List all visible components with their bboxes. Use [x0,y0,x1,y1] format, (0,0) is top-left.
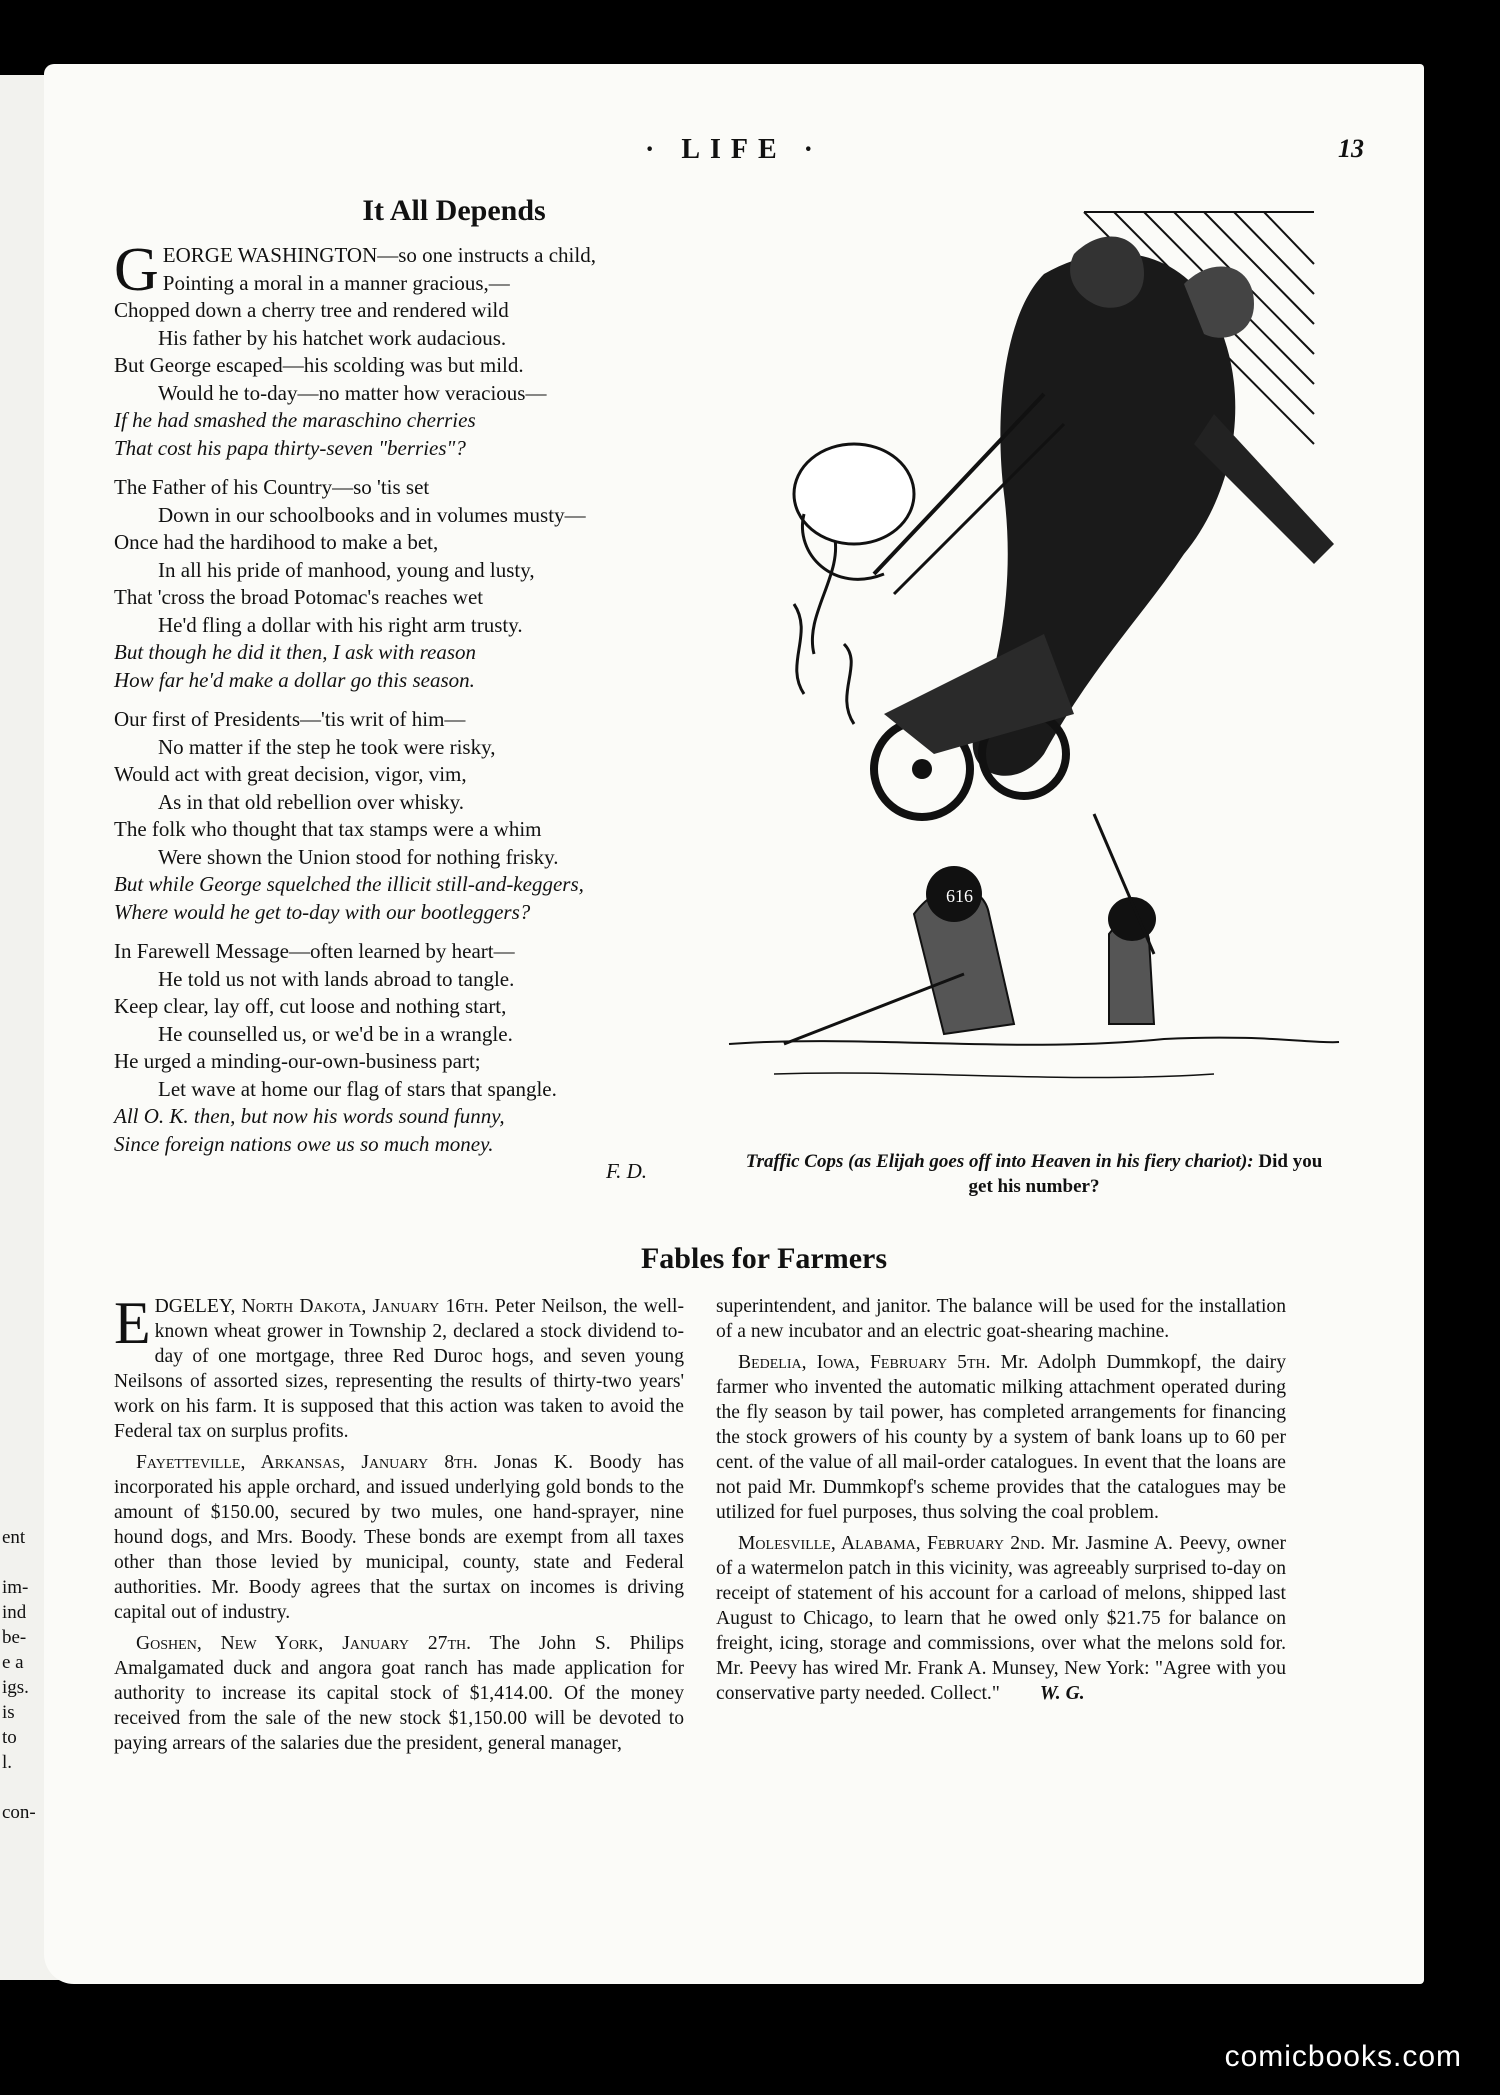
fable-paragraph: Goshen, New York, January 27th. The John S. Philips Amalgamated duck and angora goat ranch has made application for authority to increase its capital stock of $1,414.00. Of the money received from the sale of the new stock $1,150.00 will be devoted to paying arrears of the salaries due the president, general manager, [114,1633,684,1754]
left-page-fragment: im- [2,1577,29,1598]
poem-stanza [114,706,734,926]
left-page-fragment: l. [2,1752,13,1773]
poem-line: But while George squelched the illicit still-and-keggers, [114,872,584,896]
poem-drop-cap: G [114,236,159,304]
poem-line: As in that old rebellion over whisky. [158,789,465,814]
cartoon-illustration [714,194,1344,1204]
left-page-fragment: be- [2,1627,27,1648]
poem-line: Keep clear, lay off, cut loose and nothing start, [114,994,507,1018]
watermark: comicbooks.com [1224,2040,1462,2073]
poem-line: But though he did it then, I ask with reason [114,640,477,664]
fable-dateline: Molesville, Alabama, February 2nd. [738,1533,1046,1554]
left-page-fragment: ind [2,1602,27,1623]
fable-paragraph: superintendent, and janitor. The balance will be used for the installation of a new incubator and an electric goat-shearing machine. [716,1296,1286,1342]
poem-line: If he had smashed the maraschino cherries [114,408,476,432]
poem-line: The Father of his Country—so 'tis set [114,475,430,499]
poem-line: No matter if the step he took were risky, [158,734,496,759]
caption-plain: Did you get his number? [968,1151,1323,1197]
page-number: 13 [1338,134,1364,163]
left-page-fragment: e a [2,1652,24,1673]
poem-line: Where would he get to-day with our bootleggers? [114,899,531,924]
poem-line: How far he'd make a dollar go this season. [114,667,475,692]
fable-dateline: Goshen, New York, January 27th. [136,1633,472,1654]
running-head: · LIFE · [644,134,824,165]
poem-stanzas [114,236,734,1158]
fable-paragraph: Fayetteville, Arkansas, January 8th. Jonas K. Boody has incorporated his apple orchard, and issued underlying gold bonds to the amount of $150.00, secured by two mules, one hand-sprayer, nine hound dogs, and Mrs. Boody. These bonds are exempt from all taxes other than those levied by municipal, county, state and Federal authorities. Mr. Boody agrees that the surtax on incomes is driving capital out of industry. [114,1452,684,1623]
left-page-fragment: is [2,1702,15,1723]
poem-title: It All Depends [362,194,546,227]
fables-title: Fables for Farmers [640,1242,888,1275]
poem-line: He told us not with lands abroad to tangle. [158,966,515,991]
magazine-page [44,64,1424,1984]
poem-signature: F. D. [606,1159,648,1183]
fable-dateline: DGELEY, North Dakota, January 16th. [154,1296,489,1317]
fables-right-column [716,1294,1286,1712]
poem-line: Once had the hardihood to make a bet, [114,530,439,554]
poem-line: GEORGE WASHINGTON—so one instructs a child, [114,236,596,304]
fable-dateline: Bedelia, Iowa, February 5th. [738,1352,991,1373]
fables-signature: W. G. [1039,1683,1085,1704]
poem-line: His father by his hatchet work audacious. [158,325,507,350]
poem-line: All O. K. then, but now his words sound funny, [114,1104,505,1128]
fable-paragraph: Molesville, Alabama, February 2nd. Mr. Jasmine A. Peevy, owner of a watermelon patch in this vicinity, was agreeably surprised to-day on receipt of statement of his account for a carload of melons, shipped last August to Chicago, to learn that he owed only $21.75 for balance on freight, icing, storage and commissions, over what the melons sold for. Mr. Peevy has wired Mr. Frank A. Munsey, New York: "Agree with you conservative party needed. Collect." W. G. [716,1533,1286,1704]
poem-line: Let wave at home our flag of stars that spangle. [158,1076,557,1101]
fables-left-column [114,1290,684,1762]
poem-line: Pointing a moral in a manner gracious,— [162,270,510,295]
left-page-fragment: con- [2,1802,36,1823]
fable-paragraph: EDGELEY, North Dakota, January 16th. Peter Neilson, the well-known wheat grower in Township 2, declared a stock dividend to-day of one mortgage, three Red Duroc hogs, and seven young Neilsons of assorted sizes, representing the results of thirty-two years' work on his farm. It is supposed that this action was taken to avoid the Federal tax on surplus profits. [114,1290,684,1442]
poem-line: The folk who thought that tax stamps were a whim [114,817,542,841]
poem [114,194,734,1170]
poem-line: Chopped down a cherry tree and rendered wild [114,298,509,322]
left-page-fragment: igs. [2,1677,29,1698]
poem-line: That cost his papa thirty-seven "berries"? [114,435,466,460]
poem-line: Our first of Presidents—'tis writ of him— [114,707,466,731]
poem-line: In Farewell Message—often learned by heart— [114,939,515,963]
poem-line: Would act with great decision, vigor, vim, [114,762,467,786]
poem-line: He counselled us, or we'd be in a wrangle. [158,1021,513,1046]
sack-label: 616 [946,886,973,906]
poem-stanza [114,938,734,1158]
cartoon-caption [739,1149,1329,1199]
poem-stanza [114,236,734,462]
poem-line: Down in our schoolbooks and in volumes musty— [158,502,586,527]
poem-line: Would he to-day—no matter how veracious— [158,380,547,405]
left-page-fragment: to [2,1727,17,1748]
poem-stanza [114,474,734,694]
poem-line: Were shown the Union stood for nothing frisky. [158,844,559,869]
poem-line: He urged a minding-our-own-business part; [114,1049,481,1073]
poem-line: That 'cross the broad Potomac's reaches wet [114,585,484,609]
poem-line: He'd fling a dollar with his right arm trusty. [158,612,523,637]
fable-drop-cap: E [114,1290,151,1356]
poem-line: Since foreign nations owe us so much money. [114,1131,494,1156]
fable-dateline: Fayetteville, Arkansas, January 8th. [136,1452,478,1473]
caption-italic: Traffic Cops (as Elijah goes off into Heaven in his fiery chariot): [745,1151,1254,1172]
fable-paragraph: Bedelia, Iowa, February 5th. Mr. Adolph Dummkopf, the dairy farmer who invented the automatic milking attachment operated during the fly season by tail power, has completed arrangements for financing the stock growers of his county by a system of bank loans up to 60 per cent. of the value of all mail-order catalogues. In event that the loans are not paid Mr. Dummkopf's scheme provides that the catalogues may be utilized for fuel purposes, thus solving the coal problem. [716,1352,1286,1523]
left-page-fragment: ent [2,1527,26,1548]
poem-line: In all his pride of manhood, young and lusty, [158,557,535,582]
poem-line: But George escaped—his scolding was but mild. [114,353,524,377]
